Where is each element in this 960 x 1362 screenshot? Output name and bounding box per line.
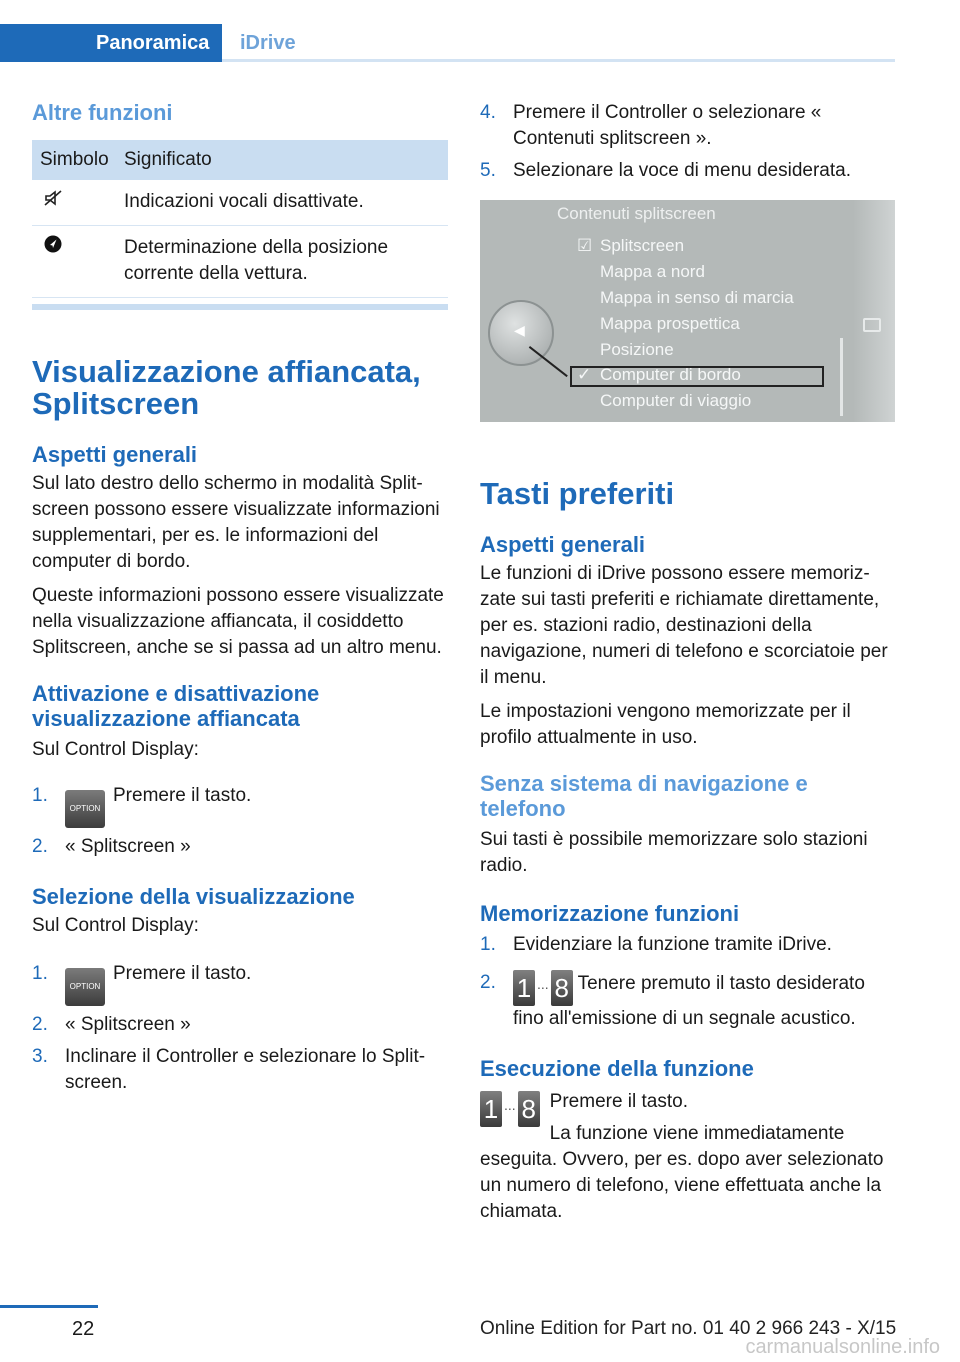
list-item: 5. Selezionare la voce di menu desiderata. bbox=[480, 160, 851, 181]
steps-list bbox=[480, 100, 896, 184]
subtitle-senza-navigazione: Senza sistema di navigazione e telefono bbox=[480, 771, 808, 821]
paragraph: Queste informazioni possono essere visualizzate nella visualizzazione affiancata, il cosiddetto Splitscreen, anche se si passa ad un altro menu. bbox=[32, 585, 444, 659]
list-item: 2. « Splitscreen » bbox=[32, 1014, 191, 1036]
table-header-simbolo: Simbolo bbox=[32, 140, 124, 180]
screen-right-edge bbox=[853, 200, 895, 422]
paragraph: Le funzioni di iDrive possono essere memorizzate sui tasti preferiti e richiamate direttamente, per es. stazioni radio, destinazioni della navigazione, numeri di telefono e scorciatoie per il menu. bbox=[480, 563, 888, 688]
footer-rule bbox=[0, 1305, 98, 1308]
paragraph: Sul lato destro dello schermo in modalità Splitscreen possono essere visualizzate informazioni supplementari, per es. le informazioni del computer di bordo. bbox=[32, 473, 440, 573]
menu-item-computer-viaggio: Computer di viaggio bbox=[600, 391, 752, 410]
splitscreen-menu-screenshot bbox=[480, 200, 895, 422]
check-icon: ✓ bbox=[577, 365, 592, 384]
table-row bbox=[32, 180, 448, 226]
key-1-icon: 1 bbox=[480, 1091, 502, 1127]
position-arrow-icon bbox=[44, 235, 62, 261]
key-1-icon: 1 bbox=[513, 970, 535, 1006]
list-item: 3. Inclinare il Controller e selezionare lo Splitscreen. bbox=[32, 1046, 426, 1094]
symbol-table bbox=[32, 140, 448, 298]
subtitle-aspetti-generali: Aspetti generali bbox=[32, 442, 198, 468]
subtitle-selezione: Selezione della visualizzazione bbox=[32, 884, 355, 910]
favorite-keys-icon: 1 ... 8 bbox=[480, 1091, 540, 1127]
menu-item-splitscreen: Splitscreen bbox=[600, 236, 685, 255]
table-header-row bbox=[32, 140, 448, 180]
subtitle-memorizzazione: Memorizzazione funzioni bbox=[480, 901, 740, 926]
menu-item-mappa-senso: Mappa in senso di marcia bbox=[600, 288, 794, 307]
steps-list bbox=[480, 932, 896, 1032]
list-item: 1. OPTIONPremere il tasto. bbox=[32, 961, 448, 1006]
paragraph: La funzione viene immediatamente eseguita. Ovvero, per es. dopo aver selezionato un numero di telefono, viene effettuata anche la chiamata. bbox=[480, 1123, 884, 1222]
key-8-icon: 8 bbox=[551, 970, 573, 1006]
controller-knob-icon: ◀ bbox=[488, 300, 554, 366]
table-cell-text: Indicazioni vocali disattivate. bbox=[124, 180, 448, 226]
splitscreen-icon bbox=[863, 318, 881, 332]
tab-idrive[interactable]: iDrive bbox=[240, 32, 296, 54]
table-row bbox=[32, 226, 448, 298]
section-title-splitscreen: Visualizzazione affiancata, Splitscreen bbox=[32, 354, 421, 422]
paragraph: Premere il tasto. bbox=[549, 1091, 688, 1112]
subtitle-esecuzione: Esecuzione della funzione bbox=[480, 1056, 754, 1081]
tab-panoramica[interactable]: Panoramica bbox=[0, 24, 222, 62]
key-8-icon: 8 bbox=[518, 1091, 540, 1127]
menu-item-mappa-nord: Mappa a nord bbox=[600, 262, 705, 281]
menu-item-mappa-prospettica: Mappa prospettica bbox=[600, 314, 740, 333]
paragraph: Sui tasti è possibile memorizzare solo stazioni radio. bbox=[480, 829, 868, 876]
table-cell-text: Determinazione della posizione corrente della vettura. bbox=[124, 226, 448, 298]
paragraph: Sul Control Display: bbox=[32, 915, 199, 937]
paragraph: Sul Control Display: bbox=[32, 739, 199, 761]
subtitle-aspetti-generali: Aspetti generali bbox=[480, 532, 646, 557]
list-item: 1. OPTIONPremere il tasto. bbox=[32, 783, 448, 828]
table-header-significato: Significato bbox=[124, 140, 448, 180]
screen-title: Contenuti splitscreen bbox=[557, 204, 716, 223]
left-column bbox=[32, 100, 448, 1096]
list-item: 2. « Splitscreen » bbox=[32, 836, 191, 858]
subtitle-attivazione: Attivazione e disattivazione visualizzazione affiancata bbox=[32, 681, 320, 732]
scrollbar bbox=[840, 338, 843, 416]
altre-funzioni-title: Altre funzioni bbox=[32, 100, 173, 125]
menu-item-computer-bordo: Computer di bordo bbox=[600, 365, 741, 384]
list-item: 2. 1 ... 8 Tenere premuto il tasto desiderato fino all'emissione di un segnale acustico. bbox=[480, 972, 865, 1029]
voice-muted-icon bbox=[44, 189, 62, 215]
list-item: 1. Evidenziare la funzione tramite iDrive. bbox=[480, 934, 832, 955]
option-key-icon: OPTION bbox=[65, 968, 105, 1006]
steps-list bbox=[32, 783, 448, 860]
steps-list bbox=[32, 961, 448, 1096]
section-title-tasti-preferiti: Tasti preferiti bbox=[480, 476, 675, 511]
esecuzione-block bbox=[480, 1089, 896, 1225]
right-column bbox=[480, 100, 896, 1225]
checkbox-icon: ☑ bbox=[577, 236, 593, 255]
page-number: 22 bbox=[72, 1318, 95, 1340]
table-bottom-rule bbox=[32, 304, 448, 310]
list-item: 4. Premere il Controller o selezionare « Contenuti splitscreen ». bbox=[480, 102, 822, 149]
menu-item-posizione: Posizione bbox=[600, 340, 674, 359]
watermark: carmanualsonline.info bbox=[745, 1336, 940, 1358]
paragraph: Le impostazioni vengono memorizzate per il profilo attualmente in uso. bbox=[480, 701, 851, 748]
edition-note: Online Edition for Part no. 01 40 2 966 243 - X/15 bbox=[480, 1318, 897, 1339]
option-key-icon: OPTION bbox=[65, 790, 105, 828]
header-tabs bbox=[0, 24, 895, 62]
